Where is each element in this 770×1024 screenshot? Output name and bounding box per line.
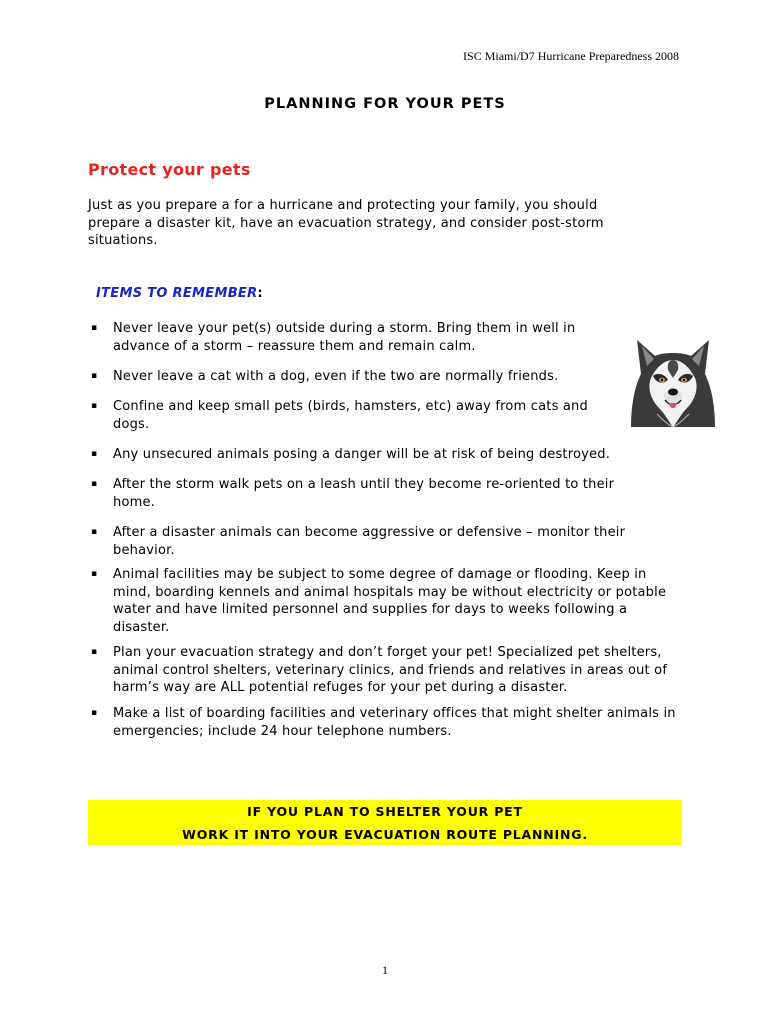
list-item-text: Any unsecured animals posing a danger will be at risk of being destroyed.	[113, 447, 611, 462]
bullet-marker: ▪	[91, 401, 98, 411]
header-note: ISC Miami/D7 Hurricane Preparedness 2008	[463, 49, 679, 63]
list-item-text: Never leave your pet(s) outside during a storm. Bring them in well in advance of a storm – reassure them and remain calm.	[113, 321, 576, 354]
list-item-text: After the storm walk pets on a leash until they become re-oriented to their home.	[113, 477, 615, 510]
shelter-planning-banner	[88, 800, 682, 845]
list-item-text: Never leave a cat with a dog, even if the two are normally friends.	[113, 369, 559, 384]
list-item-text: Animal facilities may be subject to some degree of damage or flooding. Keep in mind, boarding kennels and animal hospitals may be without electricity or potable water and have limited personnel and supplies for days to weeks following a disaster.	[113, 567, 667, 635]
bullet-marker: ▪	[91, 479, 98, 489]
bullet-marker: ▪	[91, 323, 98, 333]
page-title: PLANNING FOR YOUR PETS	[264, 96, 506, 112]
items-heading-label: ITEMS TO REMEMBER	[96, 286, 258, 301]
intro-paragraph: Just as you prepare a for a hurricane and protecting your family, you should prepare a disaster kit, have an evacuation strategy, and consider post-storm situations.	[88, 198, 604, 248]
bullet-marker: ▪	[91, 527, 98, 537]
section-heading: Protect your pets	[88, 160, 251, 179]
banner-line-2: WORK IT INTO YOUR EVACUATION ROUTE PLANNING.	[182, 827, 588, 842]
bullet-marker: ▪	[91, 449, 98, 459]
list-item-text: Confine and keep small pets (birds, hamsters, etc) away from cats and dogs.	[113, 399, 588, 432]
items-heading	[96, 286, 263, 301]
items-heading-colon: :	[257, 286, 263, 301]
page-number: 1	[382, 963, 388, 977]
bullet-marker: ▪	[91, 569, 98, 579]
banner-line-1: IF YOU PLAN TO SHELTER YOUR PET	[247, 804, 523, 819]
bullet-marker: ▪	[91, 647, 98, 657]
husky-dog-illustration	[627, 334, 719, 427]
list-item-text: After a disaster animals can become aggressive or defensive – monitor their behavior.	[113, 525, 626, 558]
bullet-marker: ▪	[91, 371, 98, 381]
list-item-text: Make a list of boarding facilities and veterinary offices that might shelter animals in emergencies; include 24 hour telephone numbers.	[113, 706, 676, 739]
list-item-text: Plan your evacuation strategy and don’t forget your pet! Specialized pet shelters, animal control shelters, veterinary clinics, and friends and relatives in areas out of harm’s way are ALL potential refuges for your pet during a disaster.	[113, 645, 668, 695]
bullet-marker: ▪	[91, 708, 98, 718]
